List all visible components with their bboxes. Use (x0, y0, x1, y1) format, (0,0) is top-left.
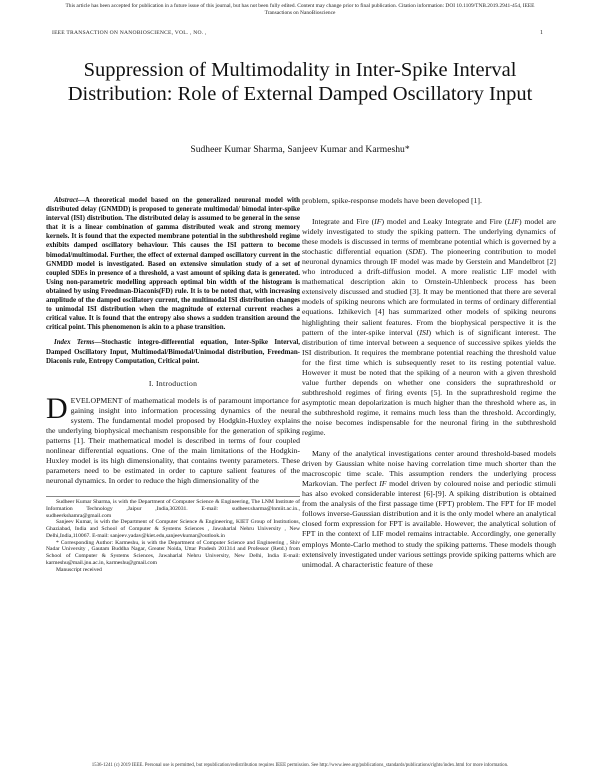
text-run: ) which is of significant interest. The distribution of time interval between a sequence of successive spikes yields the ISI distribution. It requires the membrane potential reaching the threshold value for the first time which is subsequently reset to its resting potential value. However it must be noted that the spiking of a neuron with a given threshold value further depends on whether one considers the suprathreshold or subthreshold regimes of firing events [5]. In the suprathreshold regime the asymptotic mean depolarization is much higher than the threshold where as, in the subthreshold regime, it remains much less than the threshold. Accordingly, the noise becomes indispensable for the neuronal firing in the subthreshold regime. (302, 327, 556, 438)
running-head: IEEE TRANSACTION ON NANOBIOSCIENCE, VOL. , NO. , (52, 30, 207, 36)
index-terms-label: Index Terms (54, 338, 95, 347)
paragraph-analytical-investigations (302, 449, 556, 570)
right-column (302, 196, 556, 570)
paragraph-continuation: problem, spike-response models have been developed [1]. (302, 196, 482, 205)
paragraph-if-lif-models (302, 217, 556, 438)
copyright-footer: 1536-1241 (c) 2019 IEEE. Personal use is permitted, but republication/redistribution requires IEEE permission. See http://www.ieee.org/publications_standards/publications/rights/index.html for more information. (91, 763, 509, 768)
page-number: 1 (540, 30, 543, 36)
footnote-author-2: Sanjeev Kumar, is with the Department of Computer Science & Engineering, KIET Group of Institutions, Ghaziabad, India and School of Computer & Systems Sciences , Jawaharlal Nehru University , New Delhi,India,110067. E-mail: sanjeev.yadav@kiet.edu,sanjeevkumar@outlook.in (46, 519, 300, 539)
footnote-corresponding-author: * Corresponding Author: Karmeshu, is with the Department of Computer Science and Engineering , Shiv Nadar University , Gautam Buddha Nagar, Greater Noida, Uttar Pradesh 201314 and Professor (Retd.) from School of Computer & Systems Sciences, Jawaharlal Nehru University, New Delhi, India E-mail: karmeshu@mail.jnu.ac.in, karmeshu@gmail.com (46, 539, 300, 566)
abstract (46, 196, 300, 332)
intro-text: of mathematical models is of paramount importance for gaining insight into information processing dynamics of the neural system. The fundamental model proposed by Hodgkin-Huxley explains the underlying biophysical mechanism responsible for the generation of spiking patterns [1]. Their mathematical model is described in terms of four coupled nonlinear differential equations. One of the main limitations of the Hodgkin-Huxley model is its high dimensionality, that contains twenty parameters. These parameters need to be estimated in order to capture salient features of the neuronal dynamics. In order to reduce the high dimensionality of the (46, 395, 300, 486)
left-column (46, 196, 300, 573)
abstract-text: —A theoretical model based on the generalized neuronal model with distributed delay (GNMDD) is proposed to generate multimodal/ bimodal inter-spike interval (ISI) distribution. The distributed delay is assumed to be general in the sense that it is a linear combination of gamma distributed weak and strong memory kernels. It is found that the expected membrane potential in the subthreshold regime exhibits damped oscillatory behaviour. This causes the ISI pattern to become bimodal/multimodal. Further, the effect of external damped oscillatory current in the GNMDD model is investigated. Based on extensive simulation study of a set of coupled SDEs in presence of a threshold, a vast amount of spiking data is generated. Using non-parametric modelling approach optimal bin width of the histogram is obtained by using Freedman-Diaconis(FD) rule. It is to be noted that, with increasing amplitude of the damped oscillatory current, the multimodal ISI distribution changes to unimodal ISI distribution when the magnitude of external current reaches a critical value. It is found that the entropy also shows a sudden transition around the critical point. This phenomenon is akin to a phase transition. (46, 196, 300, 332)
text-run: ) model are widely investigated to study the spiking pattern. The underlying dynamics of these models is discussed in terms of membrane potential which is governed by a stochastic differential equation ( (302, 217, 556, 257)
math-symbol: SDE (408, 247, 423, 257)
text-run: Integrate and Fire ( (312, 217, 375, 227)
abstract-label: Abstract (54, 196, 78, 204)
section-heading-introduction: I. Introduction (148, 378, 198, 388)
math-symbol: IF (379, 479, 387, 489)
footnote-author-1: Sudheer Kumar Sharma, is with the Department of Computer Science & Engineering, The LNM Institute of Information Technology ,Jaipur ,India,302031. E-mail: sudheer.sharma@lnmiit.ac.in., sudheerkshamra@gmail.com (46, 499, 300, 519)
banner-line-1: This article has been accepted for publication in a future issue of this journal, but has not been fully edited. Content may change prior to final publication. Citation information: DOI 10.1109/TNB.2019.2941-454, IEEE (65, 3, 535, 9)
index-terms (46, 338, 300, 365)
footnote-rule (46, 496, 300, 497)
math-symbol: IF (374, 217, 382, 227)
math-symbol: ISI (419, 327, 429, 337)
text-run: Many of the analytical investigations center around threshold-based models driven by Gaussian white noise having correlation time much shorter than the macroscopic time scale. This assumption renders the underlying process Markovian. The perfect (302, 449, 556, 489)
text-run: ). The pioneering contribution to model neuronal dynamics through IF model was made by Gerstein and Mandelbrot [2] who introduced a drift-diffusion model. A more realistic LIF model with mathematical description akin to Ornstein-Uhlenbeck process has been extensively discussed and studied [3]. It may be mentioned that there are several models of spiking neurons which are formulated in terms of ordinary differential equations. Izhikevich [4] has summarized other models of spiking neurons highlighting their salient features. From the biophysical perspective it is the pattern of the inter-spike interval ( (302, 247, 556, 337)
intro-paragraph (46, 391, 300, 486)
paper-title: Suppression of Multimodality in Inter-Spike Interval Distribution: Role of External Damped Oscillatory Input (67, 59, 533, 105)
text-run: model driven by coloured noise and periodic stimuli has also evoked considerable interest [6]-[9]. A spiking distribution is obtained from the analysis of the first passage time (FPT) problem. The FPT for IF model follows inverse-Gaussian distribution and it is the only model where an analytical closed form expression for FPT is available. However, the analytical solution of FPT in the context of LIF model remains intractable. Accordingly, one generally employs Monte-Carlo method to study the spiking patterns. These models though extensively investigated under various settings provide spiking patterns which are unimodal. A characteristic feature of these (302, 479, 556, 569)
banner-line-2: Transactions on NanoBioscience (264, 10, 336, 16)
index-terms-text: —Stochastic integro-differential equation, Inter-Spike Interval, Damped Oscillatory Input, Multimodal/Bimodal/Unimodal distribution, Freedman- Diaconis rule, Entropy Computation, Critical point. (46, 338, 300, 365)
intro-first-word: EVELOPMENT (70, 395, 123, 405)
text-run: ) model and Leaky Integrate and Fire ( (381, 217, 508, 227)
math-symbol: LIF (507, 217, 519, 227)
drop-cap: D (46, 391, 68, 425)
footnote-manuscript-received: Manuscript received (56, 566, 102, 573)
acceptance-banner (0, 3, 600, 17)
author-list: Sudheer Kumar Sharma, Sanjeev Kumar and Karmeshu* (190, 144, 410, 155)
